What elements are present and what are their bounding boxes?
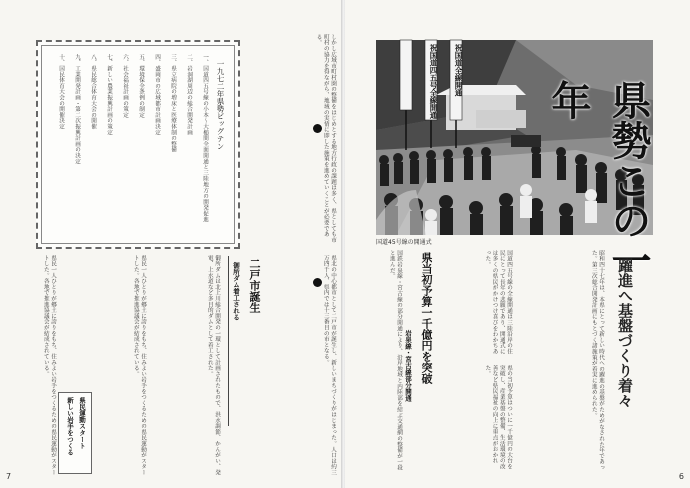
photo-banner: 祝国道四五号全線開通: [429, 44, 438, 119]
left-bottom-column: 県民一人ひとりが郷土に誇りをもち、住みよい岩手をつくるための県民運動がスタートした。各地で推進協議会が結成されている。: [42, 255, 56, 476]
left-page: [0, 0, 343, 488]
movement-box-line: 新しい岩手をつくる: [66, 397, 74, 456]
left-bottom-column: 御所ダムは北上川総合開発の一環として計画されたもので、洪水調節、かんがい、発電、上水道など多目的ダムとして着工された。: [206, 255, 220, 476]
left-bottom-column-tail: 県民一人ひとりが郷土に誇りをもち、住みよい岩手をつくるための県民運動がスタートした。各地で推進協議会が結成されている。: [132, 255, 146, 476]
big-ten-item: 十、国民体育大会の開催決定: [58, 54, 64, 130]
big-ten-item: 四、盛岡市の広域都市計画決定: [154, 54, 160, 136]
big-ten-title: 一九七二年県勢ビッグテン: [216, 60, 225, 150]
right-column: 国道四五号線の全線開通は三陸沿岸の住民にとって長年の悲願であり、開通式には多くの県民がかけつけ喜びをわかちあった。: [484, 250, 512, 355]
right-column: 国鉄岩泉線・宮古線の部分開通により、沿岸地域と内陸部を結ぶ交通網の整備が一段と進んだ。: [388, 250, 402, 471]
big-ten-item: 八、県民総合体育大会の開催: [90, 54, 96, 130]
binding-hole: [313, 124, 322, 133]
page-number-left: 7: [6, 472, 12, 481]
right-section-head: 県当初予算一千億円を突破: [420, 252, 433, 384]
left-section-head: 二戸市誕生: [248, 258, 261, 313]
photo-banner: 祝国道全線開通: [454, 44, 463, 97]
photo-caption: 国道45号線の開通式: [376, 239, 432, 246]
feature-subtitle: 躍進へ基盤づくり着々: [616, 258, 634, 408]
big-ten-item: 一、国道四五号線の小本〜大槌間全面開通と三陸地方の開発促進: [202, 54, 208, 223]
right-section-sub: 岩泉線・宮古線部分開通: [404, 330, 412, 402]
movement-box: [58, 392, 92, 474]
big-ten-item: 六、社会福祉計画の策定: [122, 54, 128, 118]
left-section-sub: 御所ダム着工される: [232, 262, 240, 321]
big-ten-item: 二、岩洞湖周辺の総合開発計画: [186, 54, 192, 136]
big-ten-item: 九、工業開発計画・第二次振興計画の決定: [74, 54, 80, 165]
binding-hole: [313, 278, 322, 287]
left-section-rule: [228, 256, 229, 426]
big-ten-item: 七、新しい農業振興計画の策定: [106, 54, 112, 136]
page-number-right: 6: [678, 472, 684, 481]
right-column: 県の当初予算はついに一千億円の大台を突破し、産業基盤の整備、生活環境の改善など県民福祉の向上に重点がおかれた。: [484, 365, 512, 470]
big-ten-item: 五、環境保全条例の制定: [138, 54, 144, 118]
big-ten-box: [36, 40, 240, 249]
left-top-column: しかし広域市町村圏の整備をはじめとする地方行政の課題は多く、県としても市町村の協力を得ながら、地域の実情に即した施策を進めていくことが必要である。: [315, 34, 336, 243]
feature-title: 県勢この一年: [545, 80, 651, 280]
right-column: 昭和四十七年は、本県にとって新しい時代への躍進の基盤がためがなされた年であった。第三次総合開発計画にもとづく諸施策が着実に進められた。: [590, 250, 604, 471]
movement-box-line: 県民運動スタート: [78, 397, 86, 449]
left-bottom-column: 県北の中心都市として二戸市が誕生し、新しいまちづくりがはじまった。人口は約三万四千人、県内では十三番目の市となる。: [322, 255, 336, 476]
big-ten-item: 三、県立病院の増床と医療体制の整備: [170, 54, 176, 153]
